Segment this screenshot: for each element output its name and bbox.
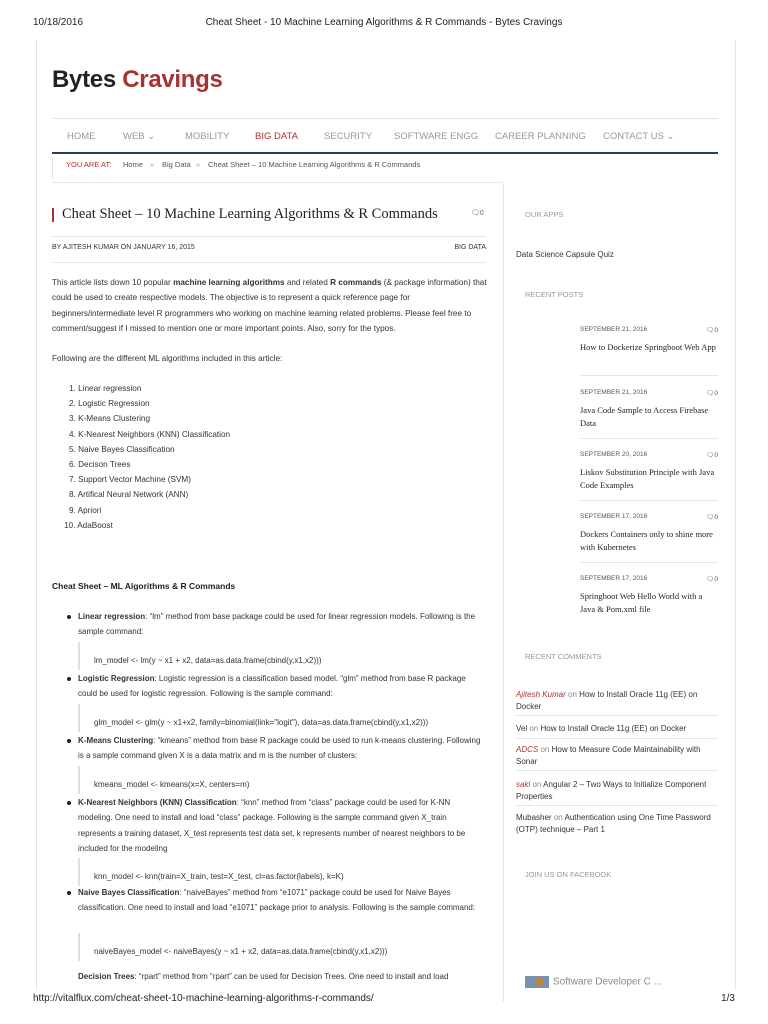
sidebar-app-link[interactable]: Data Science Capsule Quiz [516, 250, 614, 259]
post-divider [580, 375, 718, 376]
meta-author[interactable]: AJITESH KUMAR [62, 244, 119, 251]
list-item: 9. Apriori [69, 505, 102, 515]
comment-divider [516, 738, 718, 739]
list-item: 10. AdaBoost [64, 520, 113, 530]
sidebar-divider [503, 182, 504, 1002]
intro-b2: R commands [330, 278, 382, 287]
post-comments[interactable] [706, 575, 718, 583]
bullet-kmeans [78, 733, 484, 764]
list-item: 3. K-Means Clustering [69, 414, 151, 424]
breadcrumb-current: Cheat Sheet – 10 Machine Learning Algorithms & R Commands [208, 160, 421, 169]
intro-p1: This article lists down 10 popular [52, 278, 171, 287]
post-title[interactable]: Java Code Sample to Access Firebase Data [580, 405, 709, 428]
post-comments-value: 0 [714, 514, 718, 521]
bullet-text: : “lm” method from base package could be used for linear regression models. Following is the sample command: [78, 612, 476, 637]
facebook-page-thumbnail [525, 976, 549, 988]
facebook-page-name[interactable]: Software Developer C ... [553, 976, 662, 988]
post-comments[interactable] [706, 451, 718, 459]
list-item-text: Artifical Neural Network (ANN) [77, 490, 189, 500]
bullet-decision-trees [78, 969, 484, 984]
code-line: lm_model <- lm(y ~ x1 + x2, data=as.data.frame(cbind(y,x1,x2))) [94, 656, 322, 665]
bullet-dot [67, 615, 71, 619]
breadcrumb-you-are-at: YOU ARE AT: [66, 160, 112, 169]
bullet-name: Logistic Regression [78, 674, 155, 683]
sidebar-recent-posts-heading: RECENT POSTS [525, 290, 584, 299]
list-item-text: AdaBoost [77, 520, 113, 530]
sidebar-facebook-heading: JOIN US ON FACEBOOK [525, 870, 612, 879]
code-block [78, 858, 486, 886]
post-comments-value: 0 [714, 576, 718, 583]
comment-post-link[interactable]: How to Install Oracle 11g (EE) on Docker [540, 724, 687, 733]
meta-date: ON JANUARY 16, 2015 [120, 244, 195, 251]
list-item: 2. Logistic Regression [69, 399, 150, 409]
print-url: http://vitalflux.com/cheat-sheet-10-machine-learning-algorithms-r-commands/ [33, 993, 374, 1004]
bullet-name: Naive Bayes Classification [78, 888, 180, 897]
code-block [78, 933, 486, 961]
main-nav [52, 118, 718, 154]
list-item-text: Support Vector Machine (SVM) [78, 475, 191, 485]
title-accent-bar [52, 208, 54, 222]
title-divider [52, 236, 486, 237]
article-comment-count-value: 0 [479, 210, 484, 217]
meta-divider [52, 262, 486, 263]
nav-security[interactable]: SECURITY [324, 131, 373, 142]
bullet-text: : Logistic regression is a classification based model. “glm” method from base R package could be used for logistic regression. Following is the sample command: [78, 674, 466, 699]
list-item-text: Apriori [77, 505, 102, 515]
article-title-text: Cheat Sheet – 10 Machine Learning Algorithms & R Commands [62, 206, 438, 222]
logo-text-accent: Cravings [122, 66, 223, 93]
post-divider [580, 500, 718, 501]
comment-on: on [529, 724, 539, 733]
bullet-logistic-regression [78, 671, 484, 702]
breadcrumb-divider [52, 157, 53, 179]
list-item: 8. Artifical Neural Network (ANN) [69, 490, 189, 500]
nav-web[interactable]: WEB ⌄ [123, 131, 156, 142]
bullet-dot [67, 739, 71, 743]
following-paragraph: Following are the different ML algorithms included in this article: [52, 354, 283, 363]
post-title[interactable]: Liskov Substitution Principle with Java Code Examples [580, 467, 715, 490]
bullet-name: K-Means Clustering [78, 736, 154, 745]
breadcrumb-category[interactable]: Big Data [162, 160, 191, 169]
nav-mobility[interactable]: MOBILITY [185, 131, 230, 142]
intro-b1: machine learning algorithms [173, 278, 285, 287]
comment-divider [516, 770, 718, 771]
comment-icon: 🗨 [706, 452, 715, 459]
comment-author[interactable]: Vel [516, 724, 528, 733]
post-comments[interactable] [706, 326, 718, 334]
post-date: SEPTEMBER 20, 2016 [580, 451, 648, 458]
comment-post-link[interactable]: Angular 2 – Two Ways to Initialize Component Properties [516, 780, 707, 801]
comment-on: on [532, 780, 542, 789]
comment-icon: 🗨 [706, 327, 715, 334]
comment-icon: 🗨 [706, 514, 715, 521]
code-line: naiveBayes_model <- naiveBayes(y ~ x1 + x2, data=as.data.frame(cbind(y,x1,x2))) [94, 947, 388, 956]
list-item-text: Decison Trees [78, 460, 131, 470]
list-item: 4. K-Nearest Neighbors (KNN) Classification [69, 429, 231, 439]
nav-career-planning[interactable]: CAREER PLANNING [495, 131, 586, 142]
section-heading: Cheat Sheet – ML Algorithms & R Commands [52, 581, 236, 591]
page-border-left [36, 40, 37, 990]
breadcrumb-sep: » [150, 160, 155, 169]
list-item-text: K-Means Clustering [78, 414, 151, 424]
post-comments[interactable] [706, 389, 718, 397]
article-comment-count[interactable] [471, 209, 484, 217]
post-divider [580, 562, 718, 563]
print-page-number: 1/3 [721, 993, 735, 1004]
comment-author[interactable]: Mubasher [516, 813, 552, 822]
bullet-text: : “rpart” method from “rpart” can be used for Decision Trees. One need to install and load [134, 972, 449, 981]
comment-on: on [568, 690, 577, 699]
comment-post-link[interactable]: Authentication using One Time Password (OTP) technique – Part 1 [516, 813, 711, 834]
list-item: 7. Support Vector Machine (SVM) [69, 475, 191, 485]
bullet-name: Decision Trees [78, 972, 135, 981]
code-block [78, 642, 486, 670]
sidebar-recent-comments-heading: RECENT COMMENTS [525, 652, 602, 661]
article-meta [52, 244, 486, 251]
facebook-page-widget[interactable] [525, 976, 662, 988]
post-comments-value: 0 [714, 327, 718, 334]
comment-author[interactable]: ADCS [516, 745, 539, 754]
comment-author[interactable]: Ajitesh Kumar [516, 690, 566, 699]
nav-big-data[interactable]: BIG DATA [255, 131, 298, 142]
breadcrumb-divider-line [52, 182, 502, 183]
post-date: SEPTEMBER 21, 2016 [580, 326, 648, 333]
bullet-dot [67, 677, 71, 681]
code-line: knn_model <- knn(train=X_train, test=X_test, cl=as.factor(labels), k=K) [94, 872, 344, 881]
nav-software-engg[interactable]: SOFTWARE ENGG [394, 131, 479, 142]
post-divider [580, 438, 718, 439]
comment-icon: 🗨 [706, 576, 715, 583]
comment-post-link[interactable]: How to Measure Code Maintainability with Sonar [516, 745, 701, 766]
post-comments[interactable] [706, 513, 718, 521]
page-border-right [735, 40, 736, 990]
post-date: SEPTEMBER 17, 2016 [580, 513, 648, 520]
list-item-text: K-Nearest Neighbors (KNN) Classification [78, 429, 231, 439]
nav-contact-us[interactable]: CONTACT US ⌄ [603, 131, 675, 142]
meta-category[interactable]: BIG DATA [454, 244, 486, 251]
logo-text-main: Bytes [52, 66, 116, 93]
recent-comment-item [516, 812, 718, 835]
intro-paragraph [52, 275, 488, 337]
post-comments-value: 0 [714, 452, 718, 459]
post-title[interactable]: Dockers Containers only to shine more with Kubernetes [580, 529, 713, 552]
list-item: 5. Naive Bayes Classification [69, 444, 175, 454]
print-date: 10/18/2016 [33, 17, 84, 28]
recent-comment-item [516, 779, 718, 802]
bullet-text: : “kmeans” method from base R package could be used to run k-means clustering. Following is a sample command given X is a data matrix and m is the number of clusters: [78, 736, 481, 761]
list-item-text: Logistic Regression [78, 399, 150, 409]
comment-on: on [540, 745, 550, 754]
algorithm-list [64, 381, 369, 533]
post-title[interactable]: How to Dockerize Springboot Web App [580, 342, 716, 352]
meta-by: BY [52, 244, 62, 251]
comment-on: on [553, 813, 563, 822]
recent-comment-item [516, 723, 718, 735]
code-block [78, 704, 486, 732]
list-item: 6. Decison Trees [69, 460, 131, 470]
bullet-text: : “naiveBayes” method from “e1071” package could be used for Naive Bayes classification. One need to install and load “e1071” package prior to analysis. Following is the sample command: [78, 888, 476, 913]
recent-comment-item [516, 689, 718, 712]
list-item-text: Naive Bayes Classification [78, 444, 175, 454]
sidebar-our-apps-heading: OUR APPS [525, 210, 564, 219]
post-title[interactable]: Springboot Web Hello World with a Java & Pom.xml file [580, 591, 703, 614]
comment-divider [516, 805, 718, 806]
list-item: 1. Linear regression [69, 384, 142, 393]
post-date: SEPTEMBER 17, 2016 [580, 575, 648, 582]
comment-post-link[interactable]: How to Install Oracle 11g (EE) on Docker [516, 690, 698, 711]
bullet-name: Linear regression [78, 612, 146, 621]
bullet-dot [67, 801, 71, 805]
recent-comment-item [516, 744, 718, 767]
breadcrumb [52, 160, 718, 180]
bullet-dot [67, 891, 71, 895]
code-line: kmeans_model <- kmeans(x=X, centers=m) [94, 780, 250, 789]
breadcrumb-home[interactable]: Home [123, 160, 144, 169]
post-date: SEPTEMBER 21, 2016 [580, 389, 648, 396]
comment-author[interactable]: saki [516, 780, 531, 789]
list-item-text: Linear regression [78, 384, 142, 393]
breadcrumb-sep: » [196, 160, 201, 169]
bullet-name: K-Nearest Neighbors (KNN) Classification [78, 798, 237, 807]
bullet-text: : “knn” method from “class” package could be used for K-NN modeling. One need to install and load “class” package. Following is the sample command given X_train represents a training dataset, X_test represents test data set, k represents number of nearest neighbors to be included for the modeling [78, 798, 466, 854]
code-block [78, 766, 486, 794]
comment-icon: 🗨 [471, 210, 480, 217]
intro-p2: and related [286, 278, 328, 287]
site-logo[interactable] [52, 66, 223, 94]
intro-p3: (& package information) that could be used to create respective models. The objective is to represent a quick reference page for beginners/intermediate level R programmers who working on machine learning related problems. Please feel free to comment/suggest if I missed to mention one or more important points. Also, sorry for the typos. [52, 278, 487, 334]
comment-divider [516, 715, 718, 716]
code-line: glm_model <- glm(y ~ x1+x2, family=binomial(link="logit"), data=as.data.frame(cbind(y,x1,x2))) [94, 718, 429, 727]
bullet-linear-regression [78, 609, 484, 640]
bullet-knn [78, 795, 484, 857]
print-title: Cheat Sheet - 10 Machine Learning Algorithms & R Commands - Bytes Cravings [205, 17, 563, 28]
nav-home[interactable]: HOME [67, 131, 96, 142]
bullet-naive-bayes [78, 885, 484, 916]
post-comments-value: 0 [714, 390, 718, 397]
comment-icon: 🗨 [706, 390, 715, 397]
